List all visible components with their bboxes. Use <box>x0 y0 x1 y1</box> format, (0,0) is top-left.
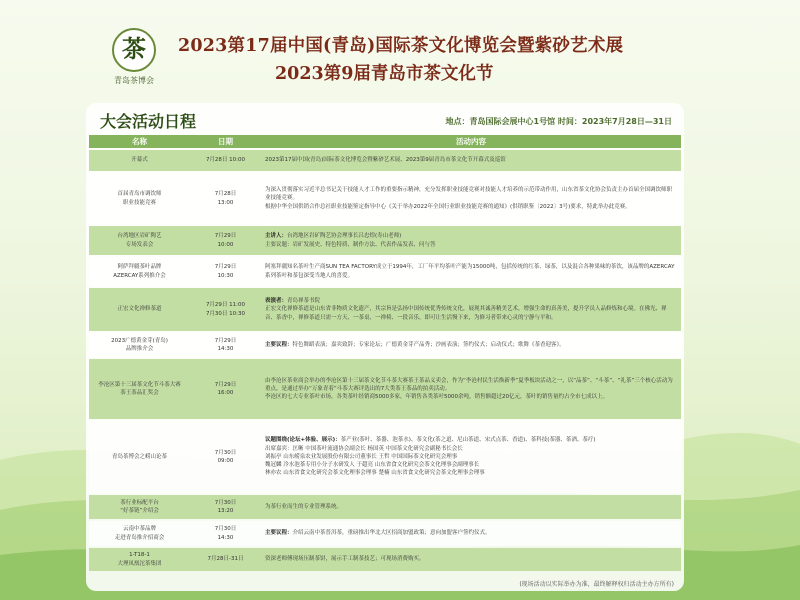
table-row <box>89 333 681 357</box>
event-name: 开幕式 <box>89 150 190 171</box>
table-row <box>89 521 681 546</box>
event-content: 阿塞拜疆知名茶叶生产商SUN TEA FACTORY成立于1994年，工厂年平均茶叶产能为15000吨，包括传统的红茶、绿茶，以及混合各种果味的茶饮，该品牌的AZERCAY系列茶叶和茶包深受当地人的喜爱。 <box>261 257 681 286</box>
page-title: 2023第17届中国(青岛)国际茶文化博览会暨紫砂艺术展 <box>178 36 624 56</box>
content-text: 介绍云南中茶普洱茶，重磅推出华北大区招商加盟政策；意向加盟客户签约仪式。 <box>292 530 491 537</box>
event-date: 7月29日 14:30 <box>190 333 261 357</box>
event-date: 7月30日 09:00 <box>190 421 261 493</box>
schedule-card <box>86 103 684 591</box>
event-date: 7月28日-31日 <box>190 548 261 571</box>
event-name: 2023广德黄金芽(青岛) 品牌推介会 <box>89 333 190 357</box>
logo-name: 青岛茶博会 <box>114 76 154 85</box>
event-content <box>261 421 681 493</box>
event-content: 为深入贯彻落实习近平总书记关于技能人才工作的重要指示精神，充分发挥职业技能竞赛对技能人才培养的示范带动作用，山东省茶文化协会负责主办首届全国调饮师职业技能竞赛。 根据中华全国供销合作总社职业技能鉴定指导中心《关于举办2022年全国行业职业技能竞赛的通知》(供销职鉴〔2022〕3号)要求，特此举办此竞赛。 <box>261 173 681 224</box>
event-name: 正宏文化禅修茶道 <box>89 288 190 331</box>
event-date: 7月29日 16:00 <box>190 359 261 419</box>
content-text: 主要议题：岩矿发展史、特色特质、制作方法、代表作品发表、问与答 <box>265 241 436 248</box>
event-content <box>261 521 681 546</box>
logo <box>104 28 164 90</box>
content-text: 茶产业(茶叶、茶器、泡茶水)、茶文化(茶之道、尼山茶道、宋式点茶、香道)、茶科技(茶器、茶酒、茶疗) 出席嘉宾：匡晰 中国茶叶流通协会副会长 杨国英 中国茶文化研究会副秘书长会长 刘振亭 山东崂泉农业发展股份有限公司董事长 王哲 中国国际茶文化研究会理事 魏冠麟 冷水泡茶专用小分子水研发人 于超亮 山东省食文化研究会茶文化理事会副理事长 林亦农 山东省食文化研究会茶文化理事会理事 楚楠 山东省食文化研究会茶文化理事会理事 <box>265 437 596 477</box>
table-row <box>89 359 681 419</box>
event-date: 7月29日 10:00 <box>190 226 261 255</box>
content-label: 主要议程： <box>265 341 293 348</box>
content-label-text: 青岛禅茶书院 <box>287 298 321 305</box>
column-header-date: 日期 <box>190 135 261 148</box>
event-name: 云南中茶品牌 走进青岛推介招商会 <box>89 521 190 546</box>
event-name: 台湾地区岩矿陶艺 专场发表会 <box>89 226 190 255</box>
event-date: 7月29日 10:30 <box>190 257 261 286</box>
header <box>0 0 800 100</box>
table-row <box>89 257 681 286</box>
event-date: 7月28日 10:00 <box>190 150 261 171</box>
event-content <box>261 288 681 331</box>
event-name: 首届青岛市调饮师 职业技能竞赛 <box>89 173 190 224</box>
table-row <box>89 150 681 171</box>
event-content: 2023第17届中国(青岛)国际茶文化博览会暨紫砂艺术展、2023第9届青岛市茶文化节开幕式及巡馆 <box>261 150 681 171</box>
column-header-content: 活动内容 <box>261 135 681 148</box>
table-row <box>89 173 681 224</box>
table-header-row <box>89 135 681 148</box>
content-label: 议题围绕(论坛+体验、展示)： <box>265 437 341 444</box>
event-name: 阿萨拜疆茶叶品牌 AZERCAY系列推介会 <box>89 257 190 286</box>
event-content <box>261 333 681 357</box>
event-content: 由李沧区茶业商会举办的李沧区第十三届茶文化节斗茶大赛茶王茶品义卖会，作为“李沧村民生活焕新季”夏季板块活动之一，以“品茶”、“斗茶”、“礼茶”三个核心活动为重点，是通过举办“万象青着”斗茶大赛评选出的7大类茶王茶品的拍卖活动。 李沧区的七大专业茶叶市场，各类茶叶经销商5000多家，年销售各类茶叶5000余吨，销售额超过20亿元，茶叶的销售量约占全市七成以上。 <box>261 359 681 419</box>
content-label: 表演者： <box>265 298 288 305</box>
content-label: 主讲人： <box>265 233 288 240</box>
table-row <box>89 548 681 571</box>
event-date: 7月30日 13:20 <box>190 495 261 519</box>
content-label-text: 台湾地区岩矿陶艺协会理事长吕忠煌(寿山老师) <box>287 233 402 240</box>
table-row <box>89 226 681 255</box>
event-date: 7月30日 14:30 <box>190 521 261 546</box>
tea-logo-icon: 茶 <box>112 28 156 72</box>
event-content: 为茶行业而生的专业管理系统。 <box>261 495 681 519</box>
content-text: 正宏文化禅修茶道是山东省非物质文化遗产，其宗旨是弘扬中国传统优秀传统文化，展现其诚善精美艺术，增强生命的真善美，提升学员人品修炼和心境。在佛光、禅音、茶香中，禅修茶道只需一方天、一茶桌、一禅椅、一段音乐，即可让生活慢下来，为修习者带来心灵的宁静与平和。 <box>265 306 667 321</box>
column-header-name: 名称 <box>89 135 190 148</box>
event-content: 资深老师傅现场压制茶饼，展示手工制茶技艺；可现场消费购买。 <box>261 548 681 571</box>
event-date: 7月28日 13:00 <box>190 173 261 224</box>
schedule-title: 大会活动日程 <box>100 112 197 131</box>
footnote: (现场活动以实际举办为准，最终解释权归活动主办方所有) <box>519 581 674 588</box>
page-subtitle: 2023第9届青岛市茶文化节 <box>275 64 494 84</box>
table-row <box>89 495 681 519</box>
event-content <box>261 226 681 255</box>
table-row <box>89 288 681 331</box>
event-name: 1-T18-1 大理凤凰沱茶集团 <box>89 548 190 571</box>
event-name: 李沧区第十三届茶文化节斗茶大赛 茶王茶品汇奖会 <box>89 359 190 419</box>
event-date: 7月29日 11:00 7月30日 10:30 <box>190 288 261 331</box>
content-text: 特色舞蹈表演；嘉宾致辞；专家论坛；广德黄金芽产品秀；沙画表演；签约仪式；启动仪式；歌舞《茶香迎客》。 <box>292 341 565 348</box>
event-name: 茶行业标配平台 “好茶链”介绍会 <box>89 495 190 519</box>
event-name: 青岛茶博会之崂山论茶 <box>89 421 190 493</box>
table-row <box>89 421 681 493</box>
content-label: 主要议程： <box>265 530 293 537</box>
schedule-location: 地点：青岛国际会展中心1号馆 时间：2023年7月28日—31日 <box>445 117 672 126</box>
schedule-table <box>89 133 681 573</box>
